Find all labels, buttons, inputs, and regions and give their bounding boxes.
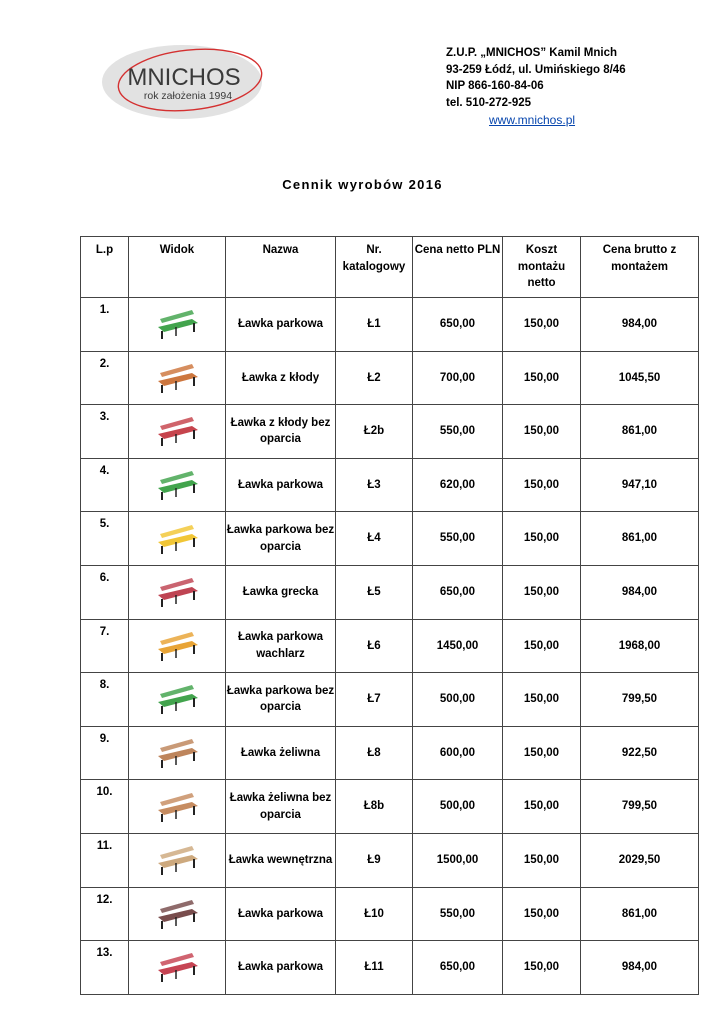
table-row [81,833,699,887]
row-lp: 4. [81,458,129,512]
row-lp: 13. [81,941,129,995]
row-view [129,941,226,995]
website-link[interactable]: www.mnichos.pl [489,113,576,127]
row-view [129,405,226,459]
red-park-bench-icon [152,948,202,986]
row-install-cost: 150,00 [503,512,581,566]
green-seat-icon [152,680,202,718]
row-install-cost: 150,00 [503,298,581,352]
table-row [81,512,699,566]
company-address: 93-259 Łódź, ul. Umińskiego 8/46 [446,63,626,76]
row-name: Ławka parkowa [226,458,336,512]
table-row [81,458,699,512]
row-catalog: Ł9 [336,833,413,887]
row-catalog: Ł10 [336,887,413,941]
company-phone: tel. 510-272-925 [446,96,532,109]
row-install-cost: 150,00 [503,565,581,619]
row-gross-price: 1968,00 [581,619,699,673]
row-gross-price: 861,00 [581,512,699,566]
row-view [129,458,226,512]
company-nip: NIP 866-160-84-06 [446,80,544,92]
fan-bench-icon [152,627,202,665]
row-gross-price: 861,00 [581,887,699,941]
header-install-cost: Koszt montażu netto [503,237,581,298]
row-catalog: Ł3 [336,458,413,512]
row-catalog: Ł8b [336,780,413,834]
row-view [129,565,226,619]
row-lp: 3. [81,405,129,459]
table-row [81,405,699,459]
row-name: Ławka parkowa bez oparcia [226,673,336,727]
table-row [81,673,699,727]
page-title: Cennik wyrobów 2016 [282,177,443,192]
row-catalog: Ł7 [336,673,413,727]
row-install-cost: 150,00 [503,887,581,941]
cast-iron-seat-icon [152,788,202,826]
row-view [129,512,226,566]
row-view [129,298,226,352]
table-row [81,726,699,780]
row-install-cost: 150,00 [503,673,581,727]
table-row [81,351,699,405]
row-net-price: 650,00 [413,565,503,619]
company-info [446,45,626,111]
row-catalog: Ł8 [336,726,413,780]
row-catalog: Ł2 [336,351,413,405]
table-row [81,780,699,834]
green-park-bench-icon [152,305,202,343]
row-catalog: Ł1 [336,298,413,352]
row-net-price: 1500,00 [413,833,503,887]
row-name: Ławka z kłody [226,351,336,405]
header-catalog: Nr. katalogowy [336,237,413,298]
header-name: Nazwa [226,237,336,298]
row-name: Ławka z kłody bez oparcia [226,405,336,459]
row-net-price: 500,00 [413,780,503,834]
row-install-cost: 150,00 [503,619,581,673]
row-view [129,833,226,887]
table-row [81,941,699,995]
row-catalog: Ł11 [336,941,413,995]
row-lp: 1. [81,298,129,352]
row-net-price: 1450,00 [413,619,503,673]
row-catalog: Ł2b [336,405,413,459]
dark-park-bench-icon [152,895,202,933]
row-gross-price: 984,00 [581,565,699,619]
row-view [129,673,226,727]
row-install-cost: 150,00 [503,780,581,834]
table-row [81,565,699,619]
row-name: Ławka żeliwna bez oparcia [226,780,336,834]
table-row [81,298,699,352]
logo-brand: MNICHOS [127,64,241,91]
row-gross-price: 1045,50 [581,351,699,405]
row-net-price: 700,00 [413,351,503,405]
table-row [81,887,699,941]
row-lp: 10. [81,780,129,834]
row-view [129,619,226,673]
row-gross-price: 799,50 [581,780,699,834]
row-view [129,726,226,780]
row-net-price: 550,00 [413,405,503,459]
table-header-row [81,237,699,298]
row-lp: 9. [81,726,129,780]
row-name: Ławka żeliwna [226,726,336,780]
log-bench-icon [152,359,202,397]
header-gross-price: Cena brutto z montażem [581,237,699,298]
row-net-price: 550,00 [413,887,503,941]
header-lp: L.p [81,237,129,298]
row-catalog: Ł5 [336,565,413,619]
row-install-cost: 150,00 [503,405,581,459]
row-install-cost: 150,00 [503,833,581,887]
row-name: Ławka parkowa wachlarz [226,619,336,673]
row-view [129,351,226,405]
row-install-cost: 150,00 [503,351,581,405]
row-net-price: 650,00 [413,298,503,352]
row-net-price: 650,00 [413,941,503,995]
greek-bench-icon [152,573,202,611]
row-name: Ławka parkowa [226,941,336,995]
row-catalog: Ł4 [336,512,413,566]
indoor-bench-icon [152,841,202,879]
row-view [129,887,226,941]
row-lp: 12. [81,887,129,941]
company-logo [100,42,270,122]
row-install-cost: 150,00 [503,726,581,780]
row-name: Ławka wewnętrzna [226,833,336,887]
row-name: Ławka parkowa [226,298,336,352]
row-name: Ławka parkowa bez oparcia [226,512,336,566]
row-net-price: 620,00 [413,458,503,512]
company-name: Z.U.P. „MNICHOS” Kamil Mnich [446,47,618,59]
row-gross-price: 984,00 [581,941,699,995]
row-name: Ławka grecka [226,565,336,619]
table-row [81,619,699,673]
cast-iron-bench-icon [152,734,202,772]
row-net-price: 550,00 [413,512,503,566]
row-lp: 6. [81,565,129,619]
row-catalog: Ł6 [336,619,413,673]
row-gross-price: 2029,50 [581,833,699,887]
row-view [129,780,226,834]
row-lp: 7. [81,619,129,673]
yellow-bench-icon [152,520,202,558]
row-lp: 8. [81,673,129,727]
row-install-cost: 150,00 [503,458,581,512]
row-gross-price: 861,00 [581,405,699,459]
log-seat-icon [152,412,202,450]
header-net-price: Cena netto PLN [413,237,503,298]
price-table [80,236,699,995]
header-view: Widok [129,237,226,298]
logo-tagline: rok założenia 1994 [143,90,233,102]
row-net-price: 500,00 [413,673,503,727]
row-lp: 5. [81,512,129,566]
row-lp: 11. [81,833,129,887]
row-net-price: 600,00 [413,726,503,780]
row-gross-price: 922,50 [581,726,699,780]
row-lp: 2. [81,351,129,405]
row-gross-price: 984,00 [581,298,699,352]
green-park-bench-icon [152,466,202,504]
row-name: Ławka parkowa [226,887,336,941]
row-gross-price: 799,50 [581,673,699,727]
row-install-cost: 150,00 [503,941,581,995]
row-gross-price: 947,10 [581,458,699,512]
